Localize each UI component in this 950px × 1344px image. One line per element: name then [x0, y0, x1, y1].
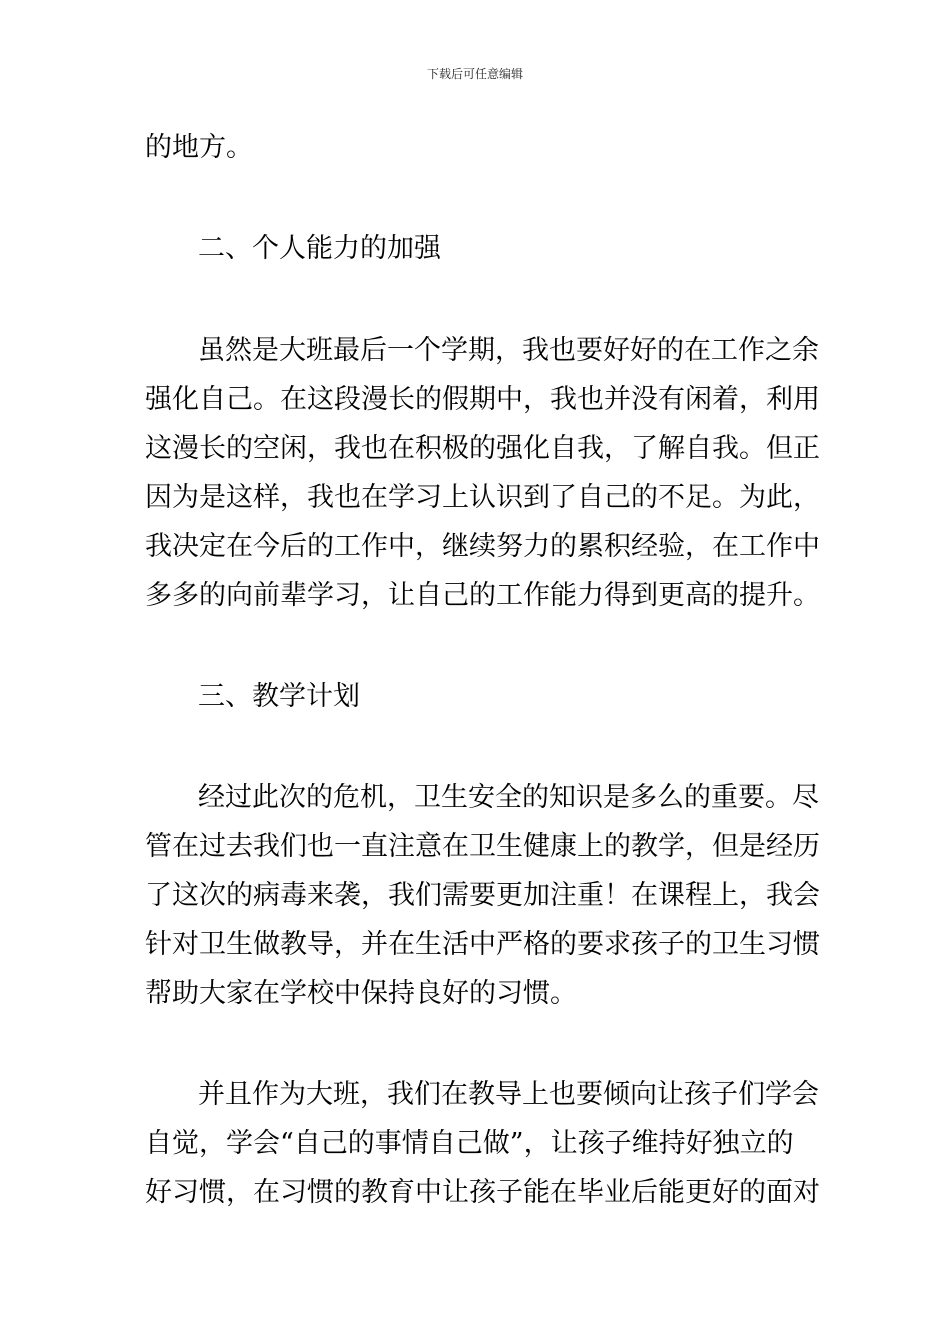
text-line: 了这次的病毒来袭，我们需要更加注重！在课程上，我会	[145, 880, 820, 911]
text-line: 虽然是大班最后一个学期，我也要好好的在工作之余	[198, 335, 819, 366]
section-heading: 三、教学计划	[198, 681, 360, 712]
text-line: 多多的向前辈学习，让自己的工作能力得到更高的提升。	[145, 580, 820, 611]
text-line: 我决定在今后的工作中，继续努力的累积经验，在工作中	[145, 531, 820, 562]
text-line: 针对卫生做教导，并在生活中严格的要求孩子的卫生习惯	[145, 929, 820, 960]
text-line: 管在过去我们也一直注意在卫生健康上的教学，但是经历	[145, 831, 820, 862]
text-line: 自觉，学会“自己的事情自己做”，让孩子维持好独立的	[145, 1128, 794, 1159]
text-line: 强化自己。在这段漫长的假期中，我也并没有闲着，利用	[145, 384, 820, 415]
text-line: 因为是这样，我也在学习上认识到了自己的不足。为此，	[145, 482, 820, 513]
text-line: 并且作为大班，我们在教导上也要倾向让孩子们学会	[198, 1079, 819, 1110]
text-line: 这漫长的空闲，我也在积极的强化自我，了解自我。但正	[145, 433, 820, 464]
text-line: 帮助大家在学校中保持良好的习惯。	[145, 978, 577, 1009]
text-line: 的地方。	[145, 132, 253, 163]
section-heading: 二、个人能力的加强	[198, 233, 441, 264]
text-line: 经过此次的危机，卫生安全的知识是多么的重要。尽	[198, 782, 819, 813]
page-header: 下载后可任意编辑	[426, 67, 523, 81]
text-line: 好习惯，在习惯的教育中让孩子能在毕业后能更好的面对	[145, 1177, 820, 1208]
